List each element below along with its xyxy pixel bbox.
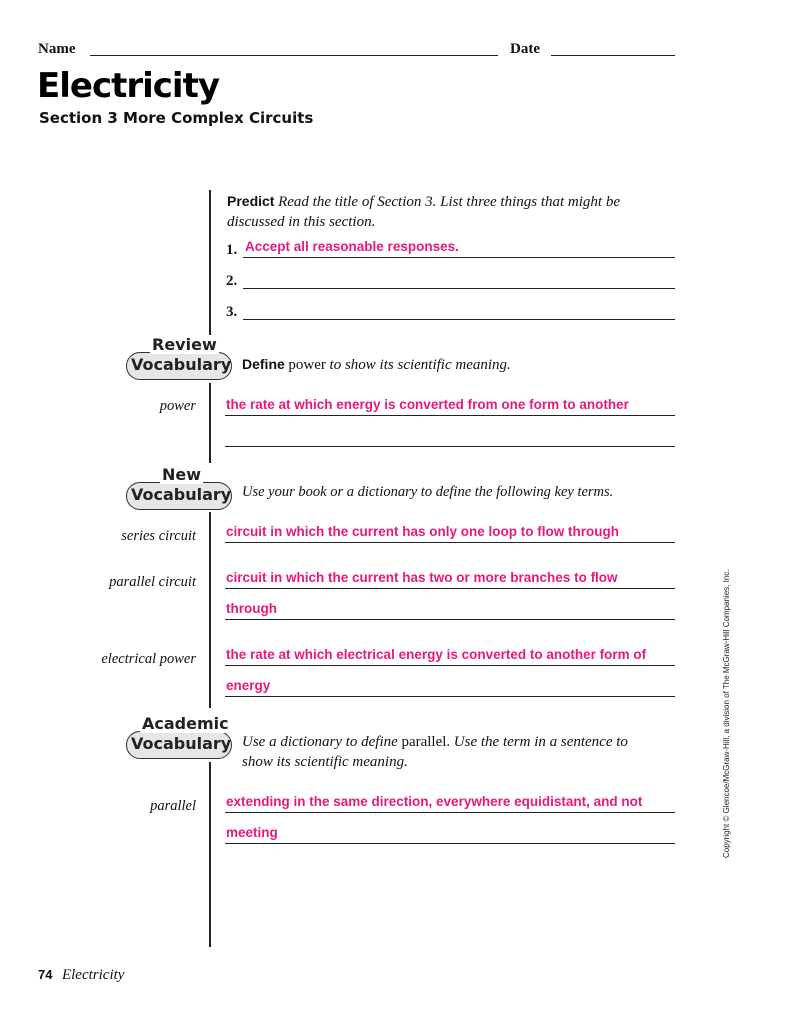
page-title: Electricity — [37, 66, 219, 106]
electrical-power-line-1[interactable] — [225, 665, 675, 666]
date-label: Date — [510, 41, 540, 57]
parallel-circuit-answer-2: through — [226, 601, 277, 616]
badge-top-text: Academic — [142, 714, 229, 733]
electrical-power-line-2[interactable] — [225, 696, 675, 697]
page-footer — [38, 967, 124, 984]
new-vocab-instruction: Use your book or a dictionary to define the following key terms. — [242, 484, 614, 500]
date-field-line[interactable] — [551, 55, 675, 56]
parallel-circuit-answer-1: circuit in which the current has two or more branches to flow — [226, 570, 618, 585]
margin-rule-new — [209, 512, 211, 708]
predict-item-3-number: 3. — [226, 304, 238, 320]
predict-label: Predict — [227, 193, 275, 209]
parallel-answer-2: meeting — [226, 825, 278, 840]
series-circuit-line[interactable] — [225, 542, 675, 543]
margin-rule-top — [209, 190, 211, 340]
parallel-line-2[interactable] — [225, 843, 675, 844]
parallel-answer-1: extending in the same direction, everywhere equidistant, and not — [226, 794, 643, 809]
badge-bottom-text: Vocabulary — [131, 355, 232, 374]
name-field-line[interactable] — [90, 55, 498, 56]
badge-top-text: New — [162, 465, 202, 484]
electrical-power-answer-1: the rate at which electrical energy is converted to another form of — [226, 647, 647, 662]
electrical-power-answer-2: energy — [226, 678, 271, 693]
term-series-circuit: series circuit — [121, 528, 196, 544]
series-circuit-answer: circuit in which the current has only one loop to flow through — [226, 524, 620, 539]
academic-instruction: Use a dictionary to define parallel. Use the term in a sentence to show its scientific meaning. — [242, 734, 628, 770]
parallel-line-1[interactable] — [225, 812, 675, 813]
define-label: Define — [242, 356, 285, 372]
term-power: power — [159, 398, 196, 414]
margin-rule-academic — [209, 762, 211, 947]
badge-bottom-text: Vocabulary — [131, 734, 232, 753]
term-electrical-power: electrical power — [101, 651, 196, 667]
copyright-notice: Copyright © Glencoe/McGraw-Hill, a division of The McGraw-Hill Companies, Inc. — [722, 569, 731, 858]
power-line-1[interactable] — [225, 415, 675, 416]
footer-title: Electricity — [61, 967, 125, 983]
badge-top-text: Review — [152, 335, 217, 354]
term-parallel-circuit: parallel circuit — [109, 574, 196, 590]
predict-instruction: Predict Read the title of Section 3. List three things that might be discussed in this section. — [227, 193, 620, 230]
margin-rule-review — [209, 383, 211, 463]
predict-item-1-number: 1. — [226, 242, 238, 258]
predict-item-1-line[interactable] — [243, 257, 675, 258]
page-number: 74 — [38, 967, 53, 982]
name-label: Name — [38, 41, 76, 57]
predict-item-2-line[interactable] — [243, 288, 675, 289]
parallel-circuit-line-1[interactable] — [225, 588, 675, 589]
power-line-2[interactable] — [225, 446, 675, 447]
badge-bottom-text: Vocabulary — [131, 485, 232, 504]
predict-item-1-answer: Accept all reasonable responses. — [245, 239, 459, 254]
review-instruction: Define power to show its scientific meaning. — [242, 356, 511, 373]
parallel-circuit-line-2[interactable] — [225, 619, 675, 620]
term-parallel: parallel — [150, 798, 196, 814]
predict-item-2-number: 2. — [226, 273, 238, 289]
predict-item-3-line[interactable] — [243, 319, 675, 320]
power-answer: the rate at which energy is converted from one form to another — [226, 397, 629, 412]
section-subtitle: Section 3 More Complex Circuits — [39, 109, 314, 127]
